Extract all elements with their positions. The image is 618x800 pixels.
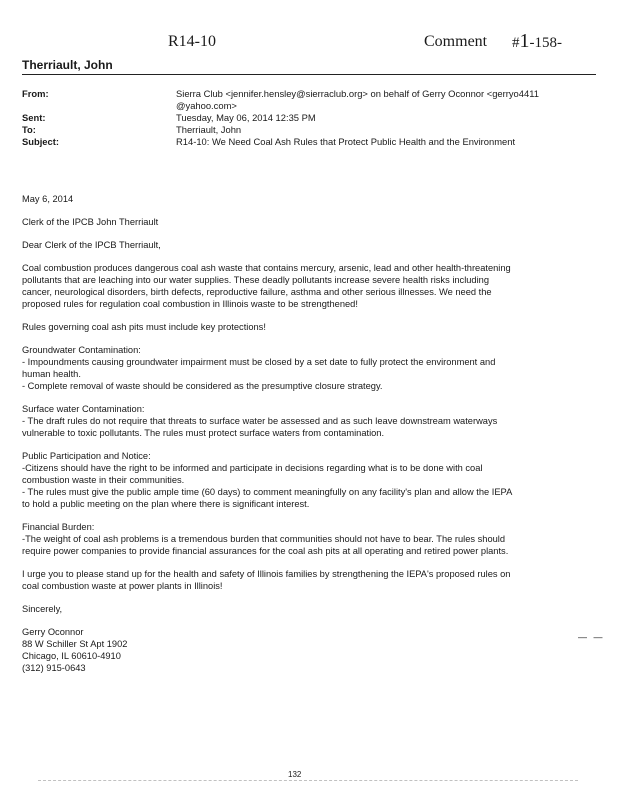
comment-number-main: 1 <box>519 30 530 52</box>
to-row <box>22 124 598 136</box>
section-heading: Financial Burden: <box>22 522 95 532</box>
paragraph-line: require power companies to provide financial assurances for the coal ash pits at all operating and retired power plants. <box>22 546 509 556</box>
comment-number <box>512 30 562 53</box>
comment-number-prefix: # <box>512 35 520 51</box>
signoff: Sincerely, <box>22 604 63 614</box>
letter-date: May 6, 2014 <box>22 194 74 204</box>
sent-label: Sent: <box>22 112 46 123</box>
paragraph-line: coal combustion waste at power plants in Illinois! <box>22 581 223 591</box>
surface-water-section <box>22 403 570 439</box>
groundwater-section <box>22 344 570 392</box>
to-label: To: <box>22 124 36 135</box>
paragraph-line: - Impoundments causing groundwater impairment must be closed by a set date to fully protect the environment and <box>22 357 496 367</box>
signature-address: 88 W Schiller St Apt 1902 <box>22 639 128 649</box>
from-value-line2: @yahoo.com> <box>176 100 237 111</box>
section-heading: Groundwater Contamination: <box>22 345 141 355</box>
section-heading: Surface water Contamination: <box>22 404 145 414</box>
paragraph-line: - The rules must give the public ample time (60 days) to comment meaningfully on any facility's plan and allow the IEPA <box>22 487 513 497</box>
recipient-name: Therriault, John <box>22 58 113 72</box>
paragraph-line: proposed rules for regulation coal combustion in Illinois waste to be strengthened! <box>22 299 358 309</box>
financial-burden-section <box>22 521 570 557</box>
paragraph-line: I urge you to please stand up for the health and safety of Illinois families by strengthening the IEPA's proposed rules on <box>22 569 511 579</box>
letter-body <box>22 193 570 685</box>
comment-number-suffix: -158- <box>529 35 562 51</box>
from-value-line1: Sierra Club <jennifer.hensley@sierraclub.org> on behalf of Gerry Oconnor <gerryo4411 <box>176 88 539 99</box>
paragraph-line: to hold a public meeting on the plan where there is significant interest. <box>22 499 310 509</box>
header-divider <box>22 74 596 75</box>
comment-label: Comment <box>424 33 488 50</box>
section-heading: Public Participation and Notice: <box>22 451 151 461</box>
letter-salutation: Dear Clerk of the IPCB Therriault, <box>22 240 161 250</box>
subject-row <box>22 136 598 148</box>
paragraph-line: human health. <box>22 369 81 379</box>
from-row <box>22 88 598 112</box>
paragraph-line: cancer, neurological disorders, birth defects, reproductive failure, asthma and other serious illnesses. We need the <box>22 287 492 297</box>
paragraph-line: -Citizens should have the right to be informed and participate in decisions regarding what is to be done with coal <box>22 463 483 473</box>
paragraph-line: -The weight of coal ash problems is a tremendous burden that communities should not have to bear. The rules should <box>22 534 506 544</box>
docket-number: R14-10 <box>168 33 216 50</box>
sent-value: Tuesday, May 06, 2014 12:35 PM <box>176 112 316 123</box>
public-participation-section <box>22 450 570 510</box>
paragraph-line: vulnerable to toxic pollutants. The rules must protect surface waters from contamination. <box>22 428 385 438</box>
paragraph-line: - The draft rules do not require that threats to surface water be assessed and as such leave downstream waterways <box>22 416 498 426</box>
email-header <box>22 88 598 148</box>
sent-row <box>22 112 598 124</box>
margin-mark: — — <box>578 632 605 642</box>
subject-value: R14-10: We Need Coal Ash Rules that Protect Public Health and the Environment <box>176 136 516 147</box>
closing-paragraph <box>22 568 570 592</box>
paragraph-line: Coal combustion produces dangerous coal ash waste that contains mercury, arsenic, lead and other health-threatening <box>22 263 511 273</box>
rules-statement: Rules governing coal ash pits must include key protections! <box>22 322 266 332</box>
subject-label: Subject: <box>22 136 59 147</box>
signature-name: Gerry Oconnor <box>22 627 84 637</box>
signature-block <box>22 626 570 674</box>
paragraph-line: pollutants that are leaching into our water supplies. These deadly pollutants increase severe health risks including <box>22 275 490 285</box>
from-label: From: <box>22 88 49 99</box>
intro-paragraph <box>22 262 570 310</box>
signature-phone: (312) 915-0643 <box>22 663 86 673</box>
letter-addressee: Clerk of the IPCB John Therriault <box>22 217 159 227</box>
paragraph-line: - Complete removal of waste should be considered as the presumptive closure strategy. <box>22 381 383 391</box>
paragraph-line: combustion waste in their communities. <box>22 475 185 485</box>
footer-rule <box>38 780 578 781</box>
to-value: Therriault, John <box>176 124 242 135</box>
page-number: 132 <box>288 770 302 779</box>
signature-city: Chicago, IL 60610-4910 <box>22 651 121 661</box>
